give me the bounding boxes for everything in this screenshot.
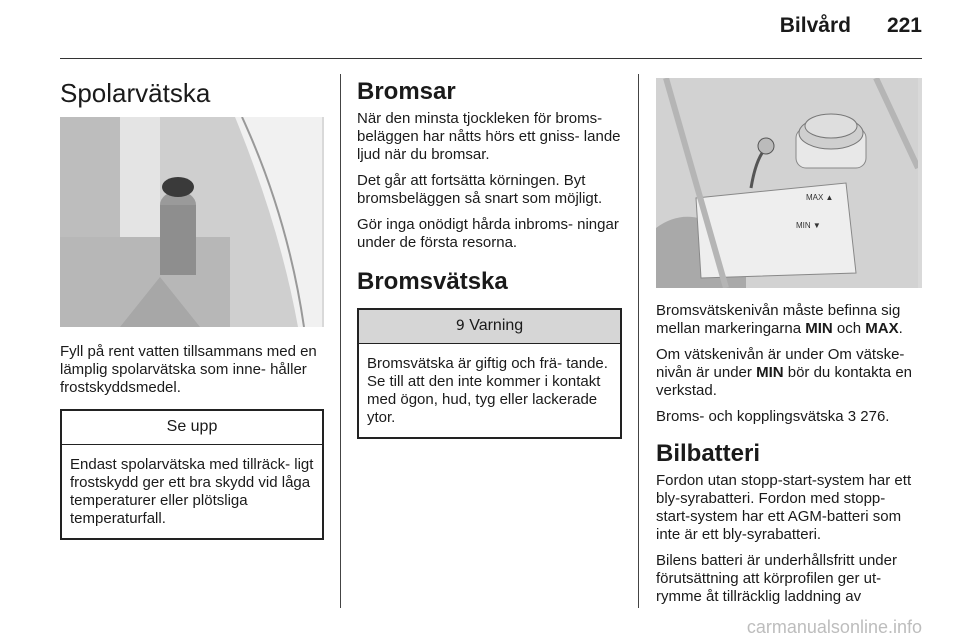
column-brake-fluid-battery <box>656 78 922 614</box>
reference-icon: 3 <box>847 408 857 425</box>
column-brakes <box>357 78 622 439</box>
caution-box <box>60 409 324 540</box>
brake-fluid-reservoir-photo <box>656 78 922 288</box>
page-number: 221 <box>886 14 922 37</box>
brakes-text-3: Gör inga onödigt hårda inbroms- ningar under de första resorna. <box>357 216 619 251</box>
brake-fluid-text-1: Bromsvätskenivån måste befinna sig mellan markeringarna MIN och MAX. <box>656 302 903 337</box>
brakes-text-1: När den minsta tjockleken för broms- beläggen har nåtts hörs ett gniss- lande ljud när du bromsar. <box>357 110 621 163</box>
warning-title <box>359 310 620 344</box>
column-washer-fluid <box>60 78 324 540</box>
battery-text-2: Bilens batteri är underhållsfritt under förutsättning att körprofilen ger ut- rymme åt tillräcklig laddning av <box>656 552 897 605</box>
brake-fluid-text-2: Om vätskenivån är under Om vätske- nivån är under MIN bör du kontakta en verkstad. <box>656 346 913 399</box>
warning-text: Bromsvätska är giftig och frä- tande. Se till att den inte kommer i kontakt med ögon, hud, tyg eller lackerade ytor. <box>367 355 608 426</box>
heading-brakes: Bromsar <box>357 78 456 105</box>
warning-icon: 9 <box>455 318 465 334</box>
warning-title-text: Varning <box>469 317 524 334</box>
heading-brake-fluid: Bromsvätska <box>357 268 508 295</box>
page-header <box>744 14 922 38</box>
watermark: carmanualsonline.info <box>746 617 922 637</box>
washer-fluid-text: Fyll på rent vatten tillsammans med en lämplig spolarvätska som inne- håller frostskyddsmedel. <box>60 343 317 396</box>
caution-title: Se upp <box>62 411 322 445</box>
header-rule <box>60 58 922 59</box>
brake-fluid-text-3: Broms- och kopplingsvätska 3 276. <box>656 408 890 425</box>
caution-text: Endast spolarvätska med tillräck- ligt frostskydd ger ett bra skydd vid låga temperaturer eller plötsliga temperaturfall. <box>70 456 314 527</box>
warning-box <box>357 308 622 439</box>
max-mark-label: MAX ▲ <box>806 193 834 202</box>
column-divider <box>340 74 341 608</box>
heading-battery: Bilbatteri <box>656 440 761 467</box>
heading-washer-fluid: Spolarvätska <box>60 78 211 108</box>
washer-reservoir-photo <box>60 117 324 327</box>
brakes-text-2: Det går att fortsätta körningen. Byt bromsbeläggen så snart som möjligt. <box>357 172 603 207</box>
battery-text-1: Fordon utan stopp-start-system har ett bly-syrabatteri. Fordon med stopp- start-system har ett AGM-batteri som inte är ett bly-syrabatteri. <box>656 472 912 543</box>
section-title: Bilvård <box>779 14 851 37</box>
min-mark-label: MIN ▼ <box>796 221 821 230</box>
column-divider <box>638 74 639 608</box>
